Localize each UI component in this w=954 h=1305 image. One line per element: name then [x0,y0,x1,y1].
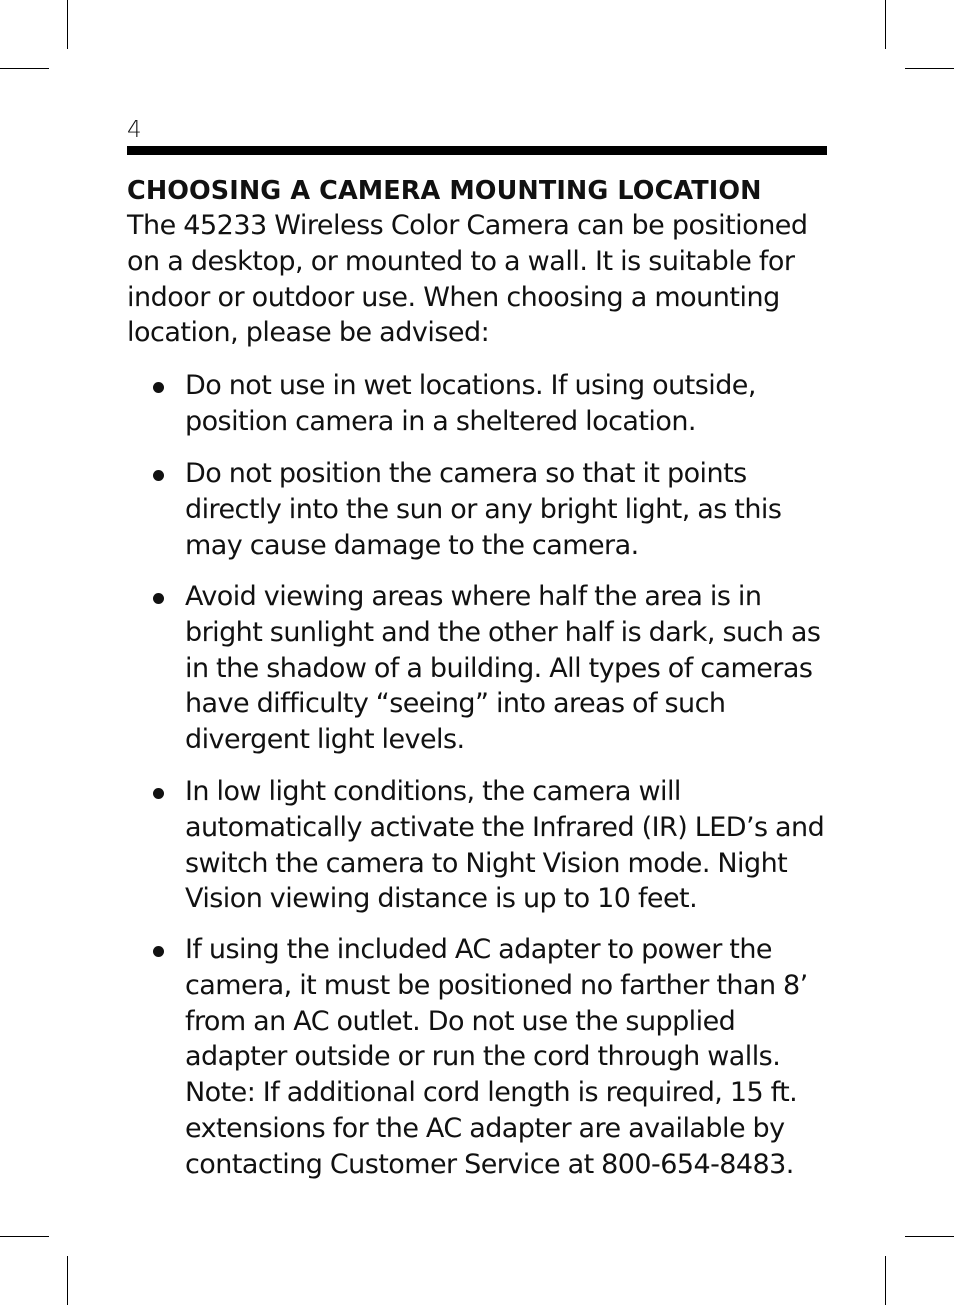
bullet-dot-icon [153,470,164,481]
bullet-dot-icon [153,946,164,957]
bullet-dot-icon [153,593,164,604]
bullet-dot-icon [153,788,164,799]
intro-paragraph: The 45233 Wireless Color Camera can be positioned on a desktop, or mounted to a wall. It is suitable for indoor or outdoor use. When choosing a mounting location, please be advised: [127,210,808,349]
list-item-text: If using the included AC adapter to power the camera, it must be positioned no farther than 8’ from an AC outlet. Do not use the supplied adapter outside or run the cord through walls. Note: If additional cord length is required, 15 ft. extensions for the AC adapter are available by contacting Customer Service at 800-654-8483. [185,934,808,1180]
crop-mark-top-left-horizontal [0,68,49,69]
crop-mark-bottom-right-horizontal [905,1236,954,1237]
section-heading: CHOOSING A CAMERA MOUNTING LOCATION [127,176,762,206]
crop-mark-bottom-right-vertical [885,1256,886,1305]
bullet-dot-icon [153,382,164,393]
list-item-text: In low light conditions, the camera will automatically activate the Infrared (IR) LED’s and switch the camera to Night Vision mode. Night Vision viewing distance is up to 10 feet. [185,776,825,915]
crop-mark-top-right-horizontal [905,68,954,69]
list-item-text: Do not position the camera so that it points directly into the sun or any bright light, as this may cause damage to the camera. [185,458,782,561]
header-rule [127,146,827,155]
page-number: 4 [127,117,142,143]
crop-mark-top-left-vertical [67,0,68,49]
crop-mark-bottom-left-horizontal [0,1236,49,1237]
crop-mark-top-right-vertical [885,0,886,49]
list-item-text: Avoid viewing areas where half the area is in bright sunlight and the other half is dark, such as in the shadow of a building. All types of cameras have difficulty “seeing” into areas of such divergent light levels. [185,581,821,756]
crop-mark-bottom-left-vertical [67,1256,68,1305]
list-item-text: Do not use in wet locations. If using outside, position camera in a sheltered location. [185,370,756,437]
